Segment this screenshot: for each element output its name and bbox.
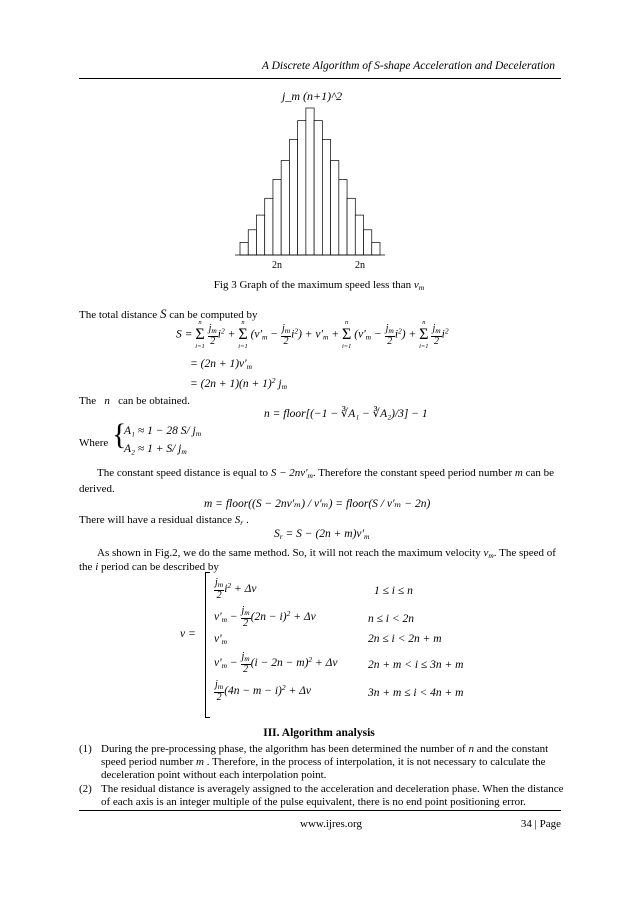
n-equation: n = floor[(−1 − ∛A₁ − ∛A₂)/3] − 1 xyxy=(264,408,428,420)
v-lhs: v = xyxy=(180,628,196,640)
histogram-bar-10 xyxy=(314,121,322,255)
s-equation-line2: = $(2n + 1)v'_m$ xyxy=(190,358,253,371)
piece-cond-1: 1 ≤ i ≤ n xyxy=(374,585,413,597)
histogram-bar-8 xyxy=(298,121,306,255)
fig3-chart xyxy=(230,86,390,271)
histogram-bar-7 xyxy=(289,140,297,256)
footer-rule xyxy=(79,810,561,811)
sr-equation: $S_r = S - (2n + m)v'_m$ xyxy=(274,528,370,541)
n-obtained-para: The n can be obtained. xyxy=(79,395,190,407)
histogram-bar-13 xyxy=(339,179,347,255)
s-equation-line1: S = n Σ i=1 $\frac{j_m}{2}$ $i^2$ + n Σ i=1 ($v'_m$ − $\frac{j_m}{2}$ $i^2) + v'_m$ + n Σ i=1 ($v'_m$ − $\frac{j_m}{2}$ $i^2$) + n Σ i=1 $\frac{j_m}{2}$ $i^2$ xyxy=(176,319,449,350)
piece-cond-2: n ≤ i < 2n xyxy=(368,613,415,625)
constant-speed-para: The constant speed distance is equal to $S - 2nv'_m$. Therefore the constant speed period number m can be xyxy=(97,467,555,480)
bar-group xyxy=(240,108,380,255)
histogram-bar-16 xyxy=(364,230,372,255)
piece-5: $\frac{j_m}{2}$ $(4n - m - i)^2 + \Delta v$ xyxy=(215,679,312,703)
footer-url[interactable]: www.ijres.org xyxy=(300,818,363,830)
a2-equation: A₂ ≈ 1 + S/ $j_m$ xyxy=(124,443,187,456)
histogram-bar-17 xyxy=(372,242,380,255)
histogram-bar-11 xyxy=(322,140,330,256)
right-span-label: 2n xyxy=(355,260,365,271)
derived-text: derived. xyxy=(79,483,115,495)
histogram-bar-4 xyxy=(265,198,273,255)
fig2-para-line2: the i period can be described by xyxy=(79,561,219,573)
a1-equation: A₁ ≈ 1 − 28 S/ $j_m$ xyxy=(124,425,202,438)
caption-sub: m xyxy=(418,283,425,292)
histogram-bar-2 xyxy=(248,230,256,255)
peak-label: j_m (n+1)^2 xyxy=(282,89,343,103)
histogram-bar-9 xyxy=(306,108,314,255)
histogram-bar-3 xyxy=(256,215,264,255)
s-equation-line3: = $(2n + 1)(n + 1)^2$ $j_m$ xyxy=(190,376,287,391)
header-rule xyxy=(79,78,561,79)
piece-cond-5: 3n + m ≤ i < 4n + m xyxy=(368,687,464,699)
total-distance-para: The total distance S can be computed by xyxy=(79,306,258,321)
footer-page-number: 34 | Page xyxy=(520,818,561,830)
m-equation: m = floor((S − 2nv'ₘ) / v'ₘ) = floor(S / v'ₘ − 2n) xyxy=(204,498,431,510)
piece-3: $v'_m$ xyxy=(214,633,227,646)
histogram-bar-12 xyxy=(331,161,339,256)
piece-1: $\frac{j_m}{2}$ $i^2 + \Delta v$ xyxy=(215,577,257,601)
histogram-bar-1 xyxy=(240,242,248,255)
histogram-bar-14 xyxy=(347,198,355,255)
histogram-bar-15 xyxy=(355,215,363,255)
section-heading: III. Algorithm analysis xyxy=(263,727,375,739)
fig2-para-line1: As shown in Fig.2, we do the same method. So, it will not reach the maximum velocity $v_m$. The speed of xyxy=(97,547,556,560)
caption-var: v xyxy=(413,279,419,291)
piece-cond-4: 2n + m < i ≤ 3n + m xyxy=(368,659,464,671)
running-header: A Discrete Algorithm of S-shape Acceleration and Deceleration xyxy=(261,60,555,72)
histogram-bar-5 xyxy=(273,179,281,255)
left-span-label: 2n xyxy=(272,260,282,271)
residual-para: There will have a residual distance $S_r$ . xyxy=(79,514,249,527)
caption-text: Fig 3 Graph of the maximum speed less than xyxy=(213,279,414,291)
list-item: (2) The residual distance is averagely assigned to the acceleration and deceleration phase. When the distance of each axis is an integer multiple of the pulse equivalent, there is no end point positioning error. xyxy=(79,783,564,808)
piece-cond-3: 2n ≤ i < 2n + m xyxy=(368,633,442,645)
list-item: (1) During the pre-processing phase, the algorithm has been determined the number of n and the constant speed period number m . Therefore, in the process of interpolation, it is not necessary to calculate the deceleration point without each interpolation point. xyxy=(79,743,549,781)
where-label: Where xyxy=(79,437,109,449)
piecewise-brace xyxy=(205,572,210,718)
where-brace: { xyxy=(112,418,127,451)
histogram-bar-6 xyxy=(281,161,289,256)
piece-4: $v'_m$ − $\frac{j_m}{2}$ $(i - 2n - m)^2 + \Delta v$ xyxy=(214,651,338,675)
figure-caption xyxy=(0,279,638,292)
piece-2: $v'_m$ − $\frac{j_m}{2}$ $(2n - i)^2 + \Delta v$ xyxy=(214,605,316,629)
